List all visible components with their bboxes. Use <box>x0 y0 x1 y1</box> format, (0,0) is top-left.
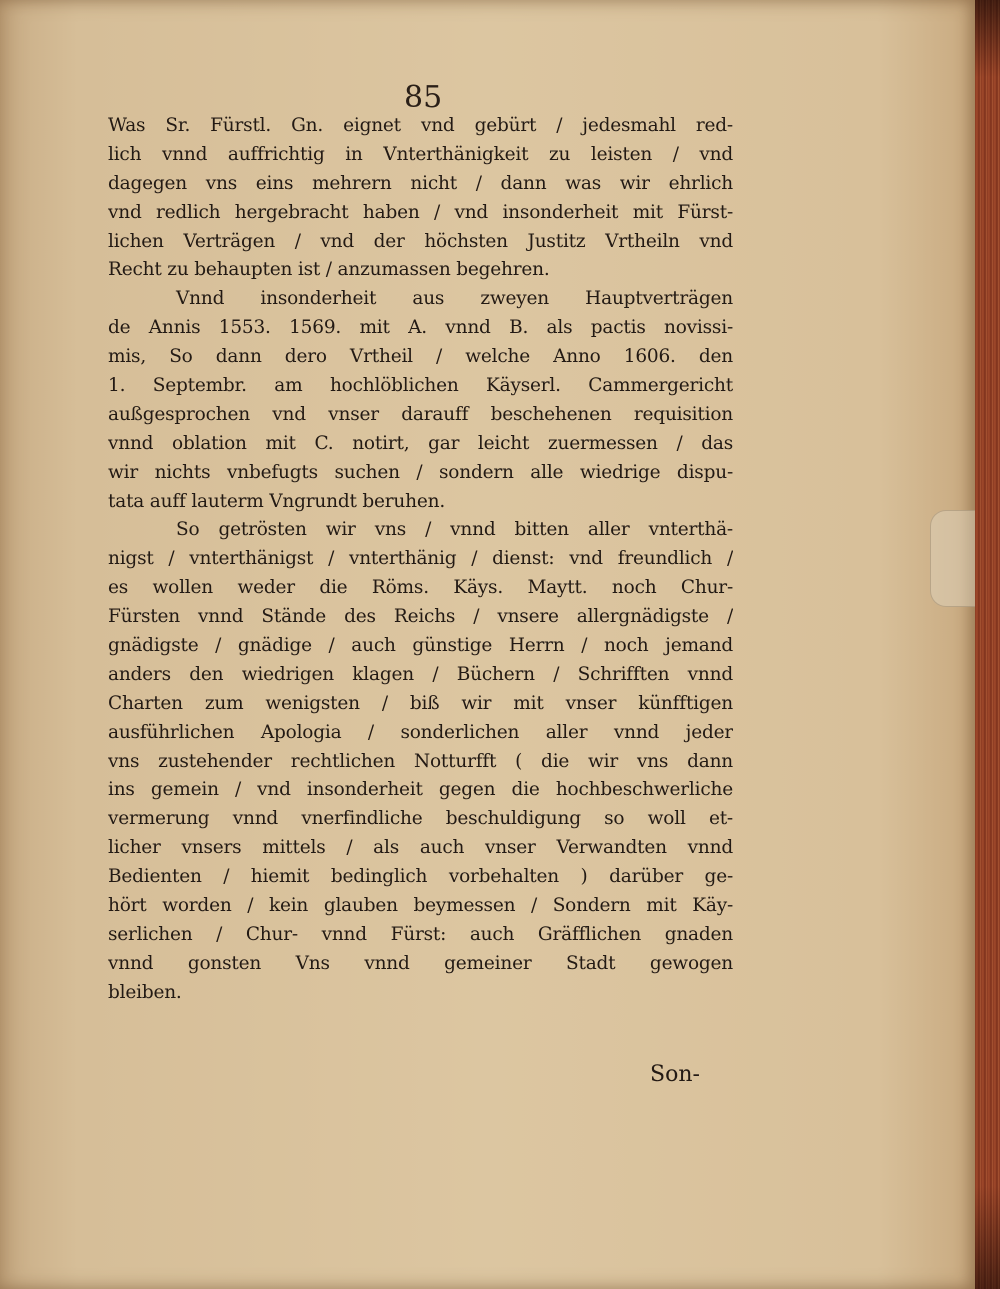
text-line: Recht zu behaupten ist / anzumassen begehren. <box>108 259 550 281</box>
page-clip-mark <box>930 510 979 607</box>
text-line: Charten zum wenigsten / biß wir mit vnser künfftigen <box>108 692 733 714</box>
catchword: Son- <box>650 1062 700 1087</box>
text-line: bleiben. <box>108 981 182 1003</box>
page-text-block <box>108 112 733 1008</box>
text-line: vnnd gonsten Vns vnnd gemeiner Stadt gewogen <box>108 952 733 974</box>
text-line: ins gemein / vnd insonderheit gegen die hochbeschwerliche <box>108 779 733 801</box>
text-line: ausführlichen Apologia / sonderlichen aller vnnd jeder <box>108 721 733 743</box>
text-line: hört worden / kein glauben beymessen / Sondern mit Käy- <box>108 895 733 917</box>
text-line: außgesprochen vnd vnser darauff beschehenen requisition <box>108 403 733 425</box>
text-line: lichen Verträgen / vnd der höchsten Justitz Vrtheiln vnd <box>108 230 733 252</box>
text-line: vnd redlich hergebracht haben / vnd insonderheit mit Fürst- <box>108 201 733 223</box>
text-line: Vnnd insonderheit aus zweyen Hauptverträgen <box>176 288 733 310</box>
text-line: licher vnsers mittels / als auch vnser Verwandten vnnd <box>108 837 733 859</box>
text-line: wir nichts vnbefugts suchen / sondern alle wiedrige dispu- <box>108 461 733 483</box>
text-line: mis, So dann dero Vrtheil / welche Anno 1606. den <box>108 346 733 368</box>
text-line: vns zustehender rechtlichen Notturfft ( die wir vns dann <box>108 750 733 772</box>
text-line: Was Sr. Fürstl. Gn. eignet vnd gebürt / jedesmahl red- <box>108 115 733 136</box>
text-line: Bedienten / hiemit bedinglich vorbehalten ) darüber ge- <box>108 866 733 888</box>
text-line: dagegen vns eins mehrern nicht / dann was wir ehrlich <box>108 172 733 194</box>
text-line: de Annis 1553. 1569. mit A. vnnd B. als pactis novissi- <box>108 317 733 339</box>
text-line: nigst / vnterthänigst / vnterthänig / dienst: vnd freundlich / <box>108 548 733 570</box>
text-line: anders den wiedrigen klagen / Büchern / Schrifften vnnd <box>108 663 733 685</box>
book-edge <box>975 0 1000 1289</box>
text-line: es wollen weder die Röms. Käys. Maytt. noch Chur- <box>108 577 733 599</box>
text-line: lich vnnd auffrichtig in Vnterthänigkeit zu leisten / vnd <box>108 143 733 165</box>
text-line: 1. Septembr. am hochlöblichen Käyserl. Cammergericht <box>108 375 733 397</box>
text-line: vnnd oblation mit C. notirt, gar leicht zuermessen / das <box>108 432 733 454</box>
text-line: gnädigste / gnädige / auch günstige Herrn / noch jemand <box>108 635 733 657</box>
text-line: So getrösten wir vns / vnnd bitten aller vnterthä- <box>176 519 733 541</box>
text-line: serlichen / Chur- vnnd Fürst: auch Gräfflichen gnaden <box>108 923 733 945</box>
text-line: vermerung vnnd vnerfindliche beschuldigung so woll et- <box>108 808 733 830</box>
text-line: Fürsten vnnd Stände des Reichs / vnsere allergnädigste / <box>108 606 733 628</box>
page-number: 85 <box>404 80 443 115</box>
text-line: tata auff lauterm Vngrundt beruhen. <box>108 490 445 512</box>
